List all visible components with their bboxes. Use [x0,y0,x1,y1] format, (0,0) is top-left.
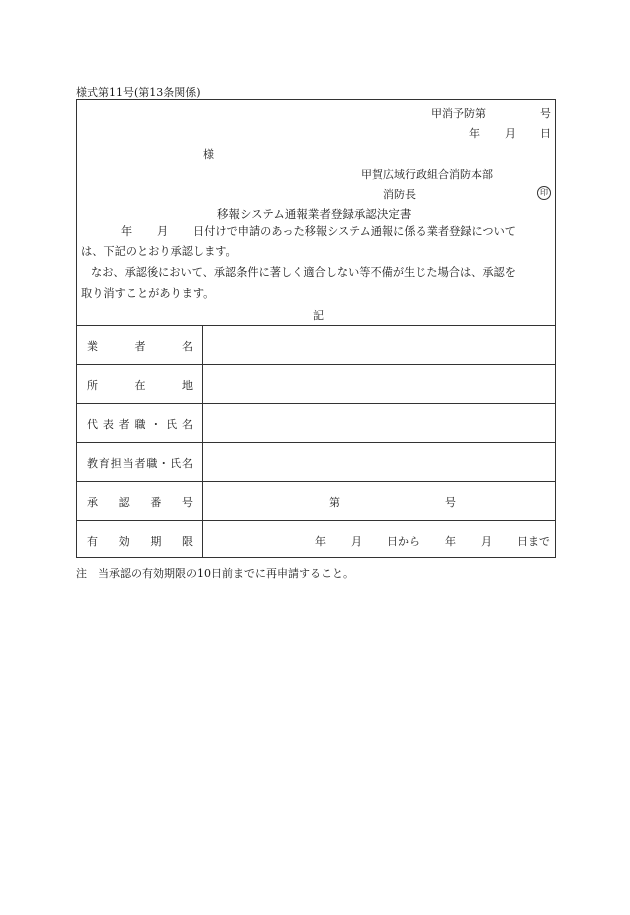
label-representative: 代 表 者 職 ・ 氏 名 [87,418,193,431]
date-day: 日 [540,127,551,140]
body-line-4: 取り消すことがあります。 [81,287,215,300]
validity-to-month: 月 [481,535,492,548]
table-rule [77,403,555,404]
approval-number-prefix: 第 [329,496,340,509]
doc-number-prefix: 甲消予防第 [431,107,486,120]
document-title: 移報システム通報業者登録承認決定書 [217,207,412,221]
body-line-2: は、下記のとおり承認します。 [81,245,237,258]
table-rule [77,364,555,365]
body-line-3: なお、承認後において、承認条件に著しく適合しない等不備が生じた場合は、承認を [91,266,516,279]
body-day-clause: 日付けで申請のあった移報システム通報に係る業者登録について [193,225,516,238]
seal-mark: 印 [537,186,551,200]
table-rule [77,442,555,443]
validity-to-year: 年 [445,535,456,548]
form-label: 様式第11号(第13条関係) [76,86,201,99]
table-rule [77,520,555,521]
issuer-org: 甲賀広域行政組合消防本部 [361,168,493,181]
approval-number-suffix: 号 [445,496,456,509]
validity-from-day: 日から [387,535,420,548]
date-month: 月 [505,127,516,140]
date-year: 年 [469,127,480,140]
table-top-rule [77,325,555,326]
addressee-suffix: 様 [203,148,214,161]
validity-from-month: 月 [351,535,362,548]
label-education-officer: 教 育 担 当 者 職 ・ 氏 名 [87,457,193,470]
ki-heading: 記 [313,309,324,322]
footnote: 注 当承認の有効期限の10日前までに再申請すること。 [76,567,354,580]
body-month: 月 [157,225,169,238]
label-approval-number: 承 認 番 号 [87,496,193,509]
approval-form [76,99,556,558]
table-column-divider [202,325,203,557]
label-business-name: 業 者 名 [87,340,193,353]
body-year: 年 [121,225,133,238]
validity-from-year: 年 [315,535,326,548]
issuer-title: 消防長 [383,188,416,201]
table-rule [77,481,555,482]
doc-number-suffix: 号 [540,107,551,120]
label-address: 所 在 地 [87,379,193,392]
validity-to-day: 日まで [517,535,550,548]
label-validity-period: 有 効 期 限 [87,535,193,548]
